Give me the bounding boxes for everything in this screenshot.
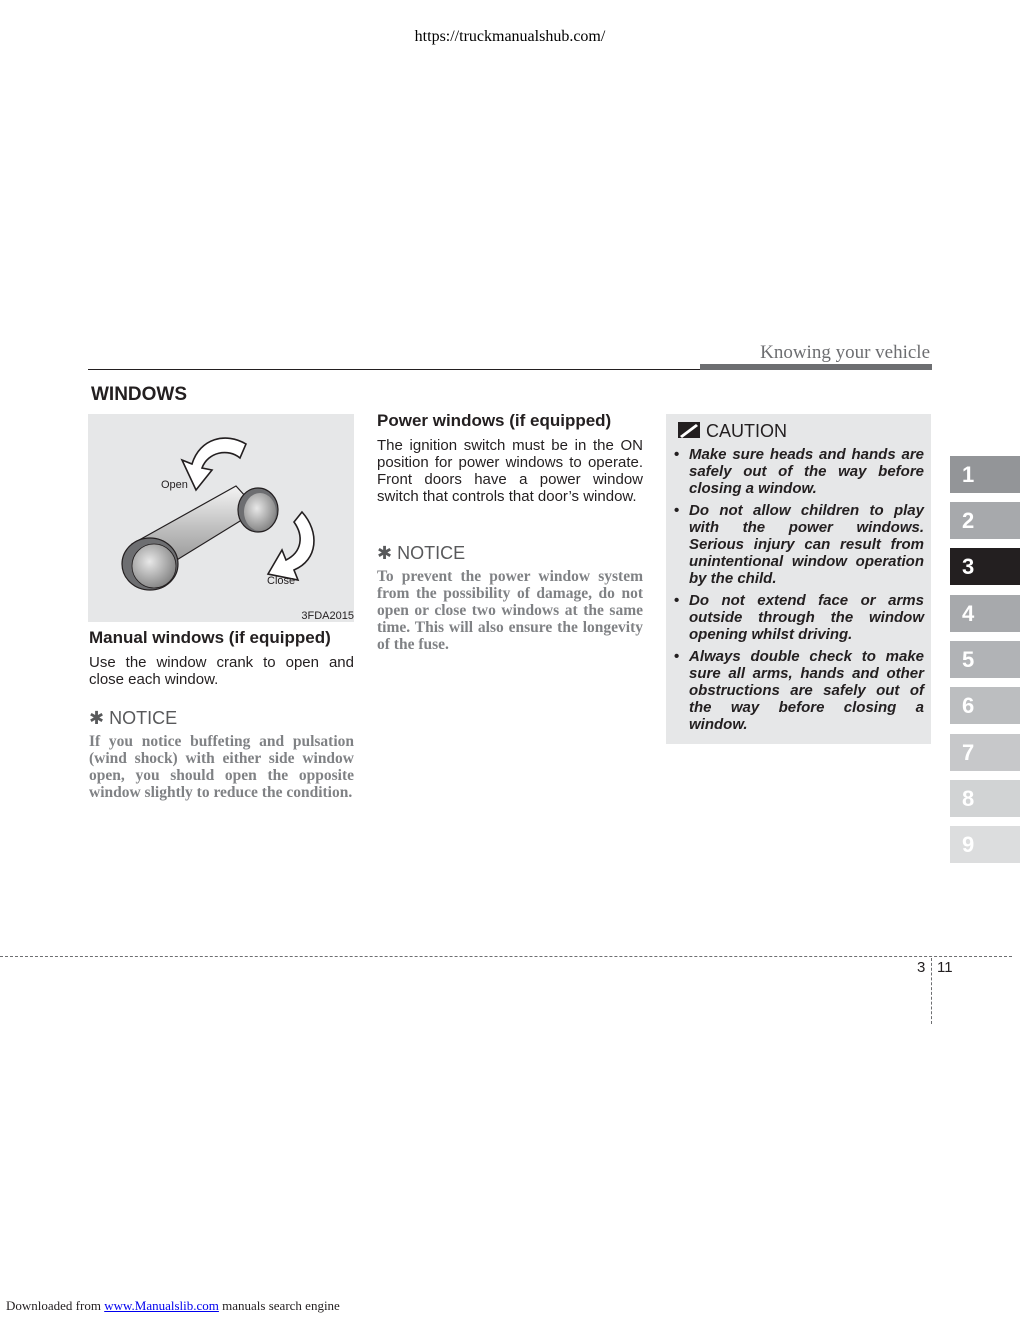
power-windows-heading: Power windows (if equipped) xyxy=(377,411,612,430)
chapter-tab-4[interactable]: 4 xyxy=(950,595,1020,632)
chapter-tab-7[interactable]: 7 xyxy=(950,734,1020,771)
chapter-tab-8[interactable]: 8 xyxy=(950,780,1020,817)
top-url: https://truckmanualshub.com/ xyxy=(414,28,606,45)
section-title: WINDOWS xyxy=(91,384,188,405)
chapter-number: 3 xyxy=(917,959,926,976)
footer-dashed-rule xyxy=(0,956,1012,957)
chapter-tab-5[interactable]: 5 xyxy=(950,641,1020,678)
chapter-tab-1[interactable]: 1 xyxy=(950,456,1020,493)
header-rule xyxy=(88,369,700,370)
caution-icon xyxy=(678,422,700,438)
manual-windows-heading: Manual windows (if equipped) xyxy=(89,628,331,647)
figure-code: 3FDA2015 xyxy=(301,610,354,622)
page-number-divider xyxy=(931,958,932,1024)
manualslib-link[interactable]: www.Manualslib.com xyxy=(104,1298,219,1313)
open-label: Open xyxy=(161,479,188,491)
close-label: Close xyxy=(267,575,296,587)
caution-item: • Do not extend face or arms outside through the window opening whilst driving. xyxy=(674,592,924,643)
manual-notice-heading: ✱ NOTICE xyxy=(89,708,178,728)
chapter-tab-9[interactable]: 9 xyxy=(950,826,1020,863)
manual-notice-text: If you notice buffeting and pulsation (wind shock) with either side window open, you should open the opposite window slightly to reduce the condition. xyxy=(89,733,354,801)
caution-item: • Make sure heads and hands are safely out of the way before closing a window. xyxy=(674,446,924,497)
power-windows-text: The ignition switch must be in the ON position for power windows to operate. Front doors have a power window switch that controls that door’s window. xyxy=(377,437,643,505)
header-title: Knowing your vehicle xyxy=(760,342,930,363)
caution-list xyxy=(674,446,924,738)
header-bar xyxy=(700,364,932,370)
power-notice-text: To prevent the power window system from the possibility of damage, do not open or close two windows at the same time. This will also ensure the longevity of the fuse. xyxy=(377,568,643,653)
caution-item: • Always double check to make sure all arms, hands and other obstructions are safely out of the way before closing a window. xyxy=(674,648,924,733)
page-number: 11 xyxy=(937,959,953,976)
download-footer: Downloaded from www.Manualslib.com manuals search engine xyxy=(6,1298,340,1313)
window-crank-figure xyxy=(88,414,354,622)
caution-heading xyxy=(678,421,787,442)
window-crank-illustration xyxy=(88,414,354,622)
chapter-tab-3[interactable]: 3 xyxy=(950,548,1020,585)
caution-title: CAUTION xyxy=(706,421,787,441)
chapter-tab-6[interactable]: 6 xyxy=(950,687,1020,724)
chapter-tab-2[interactable]: 2 xyxy=(950,502,1020,539)
caution-item: • Do not allow children to play with the power windows. Serious injury can result from unintentional window operation by the child. xyxy=(674,502,924,587)
manual-windows-text: Use the window crank to open and close each window. xyxy=(89,654,354,688)
power-notice-heading: ✱ NOTICE xyxy=(377,543,466,563)
